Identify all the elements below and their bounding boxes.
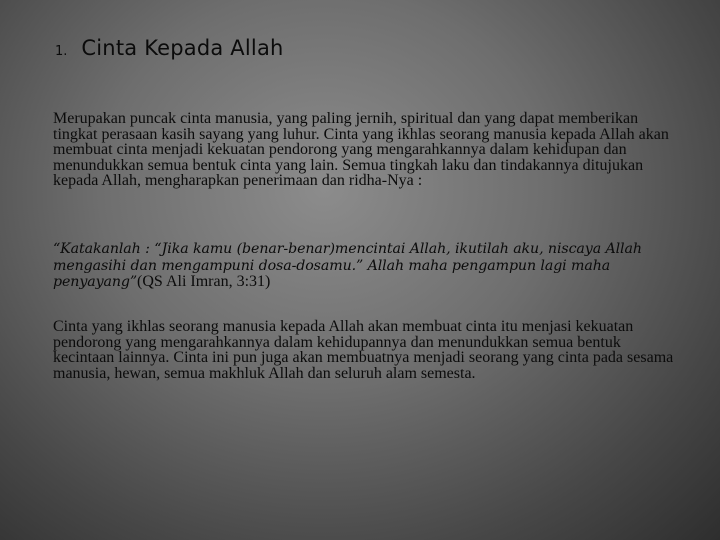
- heading-title: Cinta Kepada Allah: [81, 36, 284, 60]
- quote-reference: (QS Ali Imran, 3:31): [137, 273, 271, 290]
- quran-quote: [53, 241, 681, 291]
- section-heading: [55, 36, 284, 60]
- quote-text: “Katakanlah : “Jika kamu (benar-benar)mencintai Allah, ikutilah aku, niscaya Allah mengasihi dan mengampuni dosa-dosamu.” Allah maha pengampun lagi maha penyayang”: [53, 241, 642, 290]
- closing-paragraph: Cinta yang ikhlas seorang manusia kepada Allah akan membuat cinta itu menjasi kekuatan pendorong yang mengarahkannya dalam kehidupannya dan menundukkan semua bentuk kecintaan lainnya. Cinta ini pun juga akan membuatnya menjadi seorang yang cinta pada sesama manusia, hewan, semua makhluk Allah dan seluruh alam semesta.: [53, 318, 674, 382]
- heading-number: 1.: [55, 44, 68, 59]
- intro-paragraph: Merupakan puncak cinta manusia, yang paling jernih, spiritual dan yang dapat memberikan tingkat perasaan kasih sayang yang luhur. Cinta yang ikhlas seorang manusia kepada Allah akan membuat cinta menjadi kekuatan pendorong yang mengarahkannya dalam kehidupan dan menundukkan semua bentuk cinta yang lain. Semua tingkah laku dan tindakannya ditujukan kepada Allah, mengharapkan penerimaan dan ridha-Nya :: [53, 110, 669, 189]
